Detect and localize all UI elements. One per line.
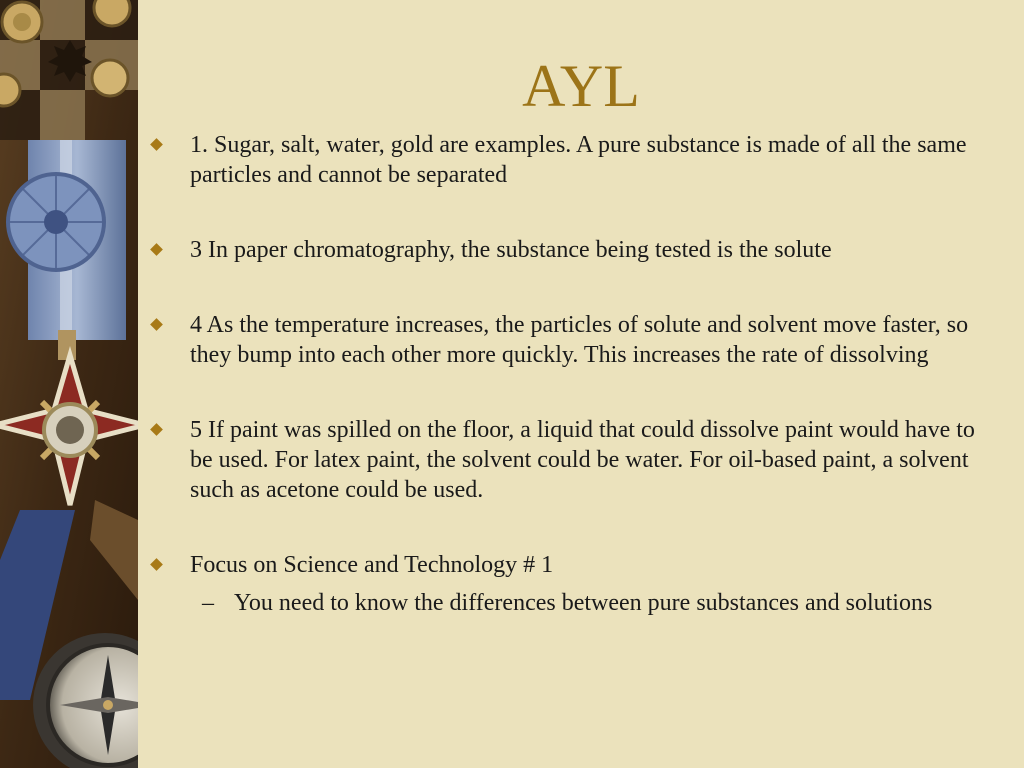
bullet-list (152, 130, 1002, 618)
bullet-item (152, 310, 1002, 370)
bullet-text: Focus on Science and Technology # 1 (190, 552, 554, 578)
bullet-item (152, 235, 1002, 265)
bullet-item (152, 550, 1002, 580)
sub-bullet-text: You need to know the differences between pure substances and solutions (234, 590, 933, 616)
diamond-bullet-icon (150, 318, 163, 331)
decorative-medal-image (0, 0, 138, 768)
dash-bullet-icon: – (202, 590, 214, 616)
diamond-bullet-icon (150, 243, 163, 256)
bullet-item (152, 130, 1002, 190)
diamond-bullet-icon (150, 138, 163, 151)
slide-title: AYL (522, 53, 640, 119)
bullet-text: 5 If paint was spilled on the floor, a liquid that could dissolve paint would have to be used. For latex paint, the solvent could be water. For oil-based paint, a solvent such as acetone could be used. (190, 417, 975, 503)
bullet-text: 1. Sugar, salt, water, gold are examples. A pure substance is made of all the same particles and cannot be separated (190, 132, 967, 188)
sub-bullet-item (152, 588, 1002, 618)
bullet-text: 4 As the temperature increases, the particles of solute and solvent move faster, so they bump into each other more quickly. This increases the rate of dissolving (190, 312, 969, 368)
bullet-text: 3 In paper chromatography, the substance being tested is the solute (190, 237, 832, 263)
diamond-bullet-icon (150, 558, 163, 571)
bullet-item (152, 415, 1002, 505)
diamond-bullet-icon (150, 423, 163, 436)
